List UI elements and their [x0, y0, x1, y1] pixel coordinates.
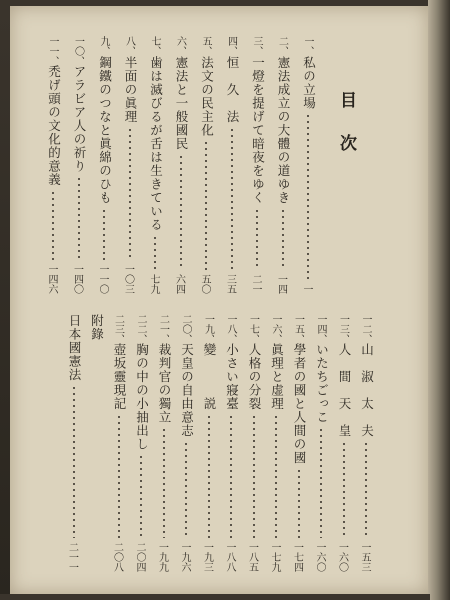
toc-entry: [180, 314, 194, 572]
toc-entry-title: 日本國憲法: [67, 314, 82, 382]
toc-entry: [149, 36, 163, 294]
toc-entry: [226, 36, 240, 294]
toc-page-number: 二一: [250, 274, 261, 294]
toc-leader-dots: [231, 127, 233, 271]
toc-leader-dots: [208, 414, 210, 539]
toc-entry: [113, 314, 127, 572]
toc-entry-number: 二二、: [135, 314, 146, 344]
toc-entry-title: 胸の中の小抽出し: [134, 343, 150, 451]
toc-entry: [124, 36, 138, 294]
toc-leader-dots: [78, 176, 80, 260]
toc-leader-dots: [298, 468, 300, 539]
toc-entry-number: 二、: [276, 36, 288, 56]
toc-entry-number: 二三、: [112, 314, 124, 344]
toc-entry: [47, 36, 61, 294]
toc-entry-title: 小さい寢臺: [224, 343, 240, 411]
toc-entry-number: 八、: [123, 36, 135, 56]
toc-entry-number: 二一、: [157, 314, 169, 344]
toc-entry-title: 人 間 天 皇: [337, 343, 352, 438]
toc-entry-title: 鋼鐵のつなと眞綿のひも: [97, 56, 113, 205]
toc-entry-title: 人格の分裂: [247, 343, 262, 411]
toc-page-number: 一八五: [246, 542, 258, 572]
toc-entry-title: アラビア人の祈り: [72, 65, 87, 173]
toc-leader-dots: [256, 208, 258, 271]
toc-entry-title: 一燈を提げて暗夜をゆく: [250, 56, 266, 205]
toc-page-number: 二一一: [66, 542, 78, 572]
toc-leader-dots: [73, 385, 75, 539]
toc-page-number: 七九: [148, 274, 159, 294]
toc-entry: [270, 314, 284, 572]
toc-entry-title: 附錄: [89, 314, 105, 341]
toc-entry-title: 半面の眞理: [123, 56, 138, 124]
toc-leader-dots: [185, 441, 187, 539]
toc-entry: [360, 314, 374, 572]
toc-entry: [175, 36, 189, 294]
toc-page-number: 五〇: [199, 274, 210, 294]
toc-entry-number: 二〇、: [180, 314, 191, 344]
toc-entry-number: 一二、: [360, 314, 371, 344]
toc-entry-number: 七、: [149, 36, 160, 56]
toc-entry-number: 六、: [174, 36, 186, 56]
toc-entry: [315, 314, 329, 572]
toc-page-number: 一〇三: [122, 264, 134, 294]
toc-leader-dots: [129, 127, 131, 261]
toc-entry: [135, 314, 149, 572]
toc-leader-dots: [180, 154, 182, 271]
toc-entry: [302, 36, 316, 294]
toc-entry-title: 變 説: [202, 343, 217, 411]
toc-entry: [338, 314, 352, 572]
toc-page-number: 一九九: [156, 542, 168, 572]
toc-leader-dots: [154, 235, 156, 271]
toc-entry-number: 一〇、: [72, 36, 84, 66]
toc-leader-dots: [307, 113, 309, 280]
toc-entry-title: 天皇の自由意志: [179, 343, 195, 438]
toc-page-number: 一四〇: [71, 264, 83, 294]
toc-page-number: 一九六: [179, 542, 190, 572]
toc-entry-number: 四、: [225, 36, 237, 56]
toc-entry: [225, 314, 239, 572]
toc-entry: [200, 36, 214, 294]
toc-entry: [90, 314, 104, 572]
toc-entry-number: 一八、: [225, 314, 236, 344]
toc-entry-title: 學者の國と人間の國: [292, 343, 307, 465]
toc-entry-title: 憲法成立の大體の道ゆき: [276, 56, 291, 205]
toc-entry-number: 一九、: [202, 314, 214, 344]
toc-entry-title: 山 淑 太 夫: [359, 343, 375, 438]
toc-entry-title: 眞理と虚理: [269, 343, 285, 411]
toc-leader-dots: [118, 414, 120, 539]
toc-entry-title: 恒 久 法: [225, 56, 240, 124]
toc-entry-number: 一四、: [315, 314, 326, 344]
toc-leader-dots: [320, 427, 322, 538]
toc-page-number: 一五三: [359, 542, 370, 572]
toc-leader-dots: [365, 441, 367, 539]
toc-entry: [293, 314, 307, 572]
toc-entry-title: 壺坂靈現記: [112, 343, 127, 411]
toc-page: [10, 6, 428, 594]
toc-page-number: 一六〇: [314, 542, 325, 572]
toc-page-number: 一八八: [224, 542, 235, 572]
toc-entry: [203, 314, 217, 572]
toc-page-number: 一七九: [269, 542, 280, 572]
toc-entry-number: 一七、: [247, 314, 259, 344]
toc-page-number: 一四: [275, 274, 287, 294]
toc-entry: [158, 314, 172, 572]
toc-page-number: 二〇四: [134, 542, 145, 572]
toc-entry-title: 裁判官の獨立: [157, 343, 172, 424]
toc-leader-dots: [103, 208, 105, 261]
toc-entry: [251, 36, 265, 294]
toc-entry-number: 一五、: [292, 314, 304, 344]
toc-page-number: 一: [301, 284, 312, 294]
toc-entry-title: 法文の民主化: [199, 56, 215, 137]
toc-leader-dots: [282, 208, 284, 271]
toc-entry: [73, 36, 87, 294]
toc-entry-number: 一六、: [270, 314, 281, 344]
toc-entry-number: 一三、: [337, 314, 349, 344]
toc-page-number: 一四六: [46, 264, 57, 294]
toc-leader-dots: [205, 140, 207, 270]
toc-leader-dots: [163, 427, 165, 538]
book-bottom-edge: [0, 594, 430, 600]
toc-leader-dots: [140, 454, 142, 538]
toc-page-number: 一六〇: [336, 542, 348, 572]
toc-entry-number: 五、: [200, 36, 211, 56]
toc-page-number: 一一〇: [97, 264, 108, 294]
toc-page-number: 二〇八: [111, 542, 123, 572]
toc-leader-dots: [343, 441, 345, 539]
toc-leader-dots: [275, 414, 277, 539]
toc-entry-number: 三、: [251, 36, 262, 56]
page-title: 目次: [336, 91, 356, 177]
toc-leader-dots: [253, 414, 255, 539]
toc-entry-title: いたちごっこ: [314, 343, 330, 424]
toc-entry-title: 禿げ頭の文化的意義: [46, 65, 62, 187]
toc-entry: [68, 314, 82, 572]
toc-entry-number: 一一、: [47, 36, 58, 66]
toc-entry-title: 歯は滅びるが舌は生きている: [148, 56, 164, 232]
toc-entry-number: 一、: [302, 36, 313, 56]
toc-page-number: 六四: [173, 274, 185, 294]
toc-leader-dots: [230, 414, 232, 539]
toc-entry-title: 憲法と一般國民: [174, 56, 189, 151]
toc-entry: [98, 36, 112, 294]
toc-entry-title: 私の立場: [301, 56, 317, 110]
toc-entry: [248, 314, 262, 572]
toc-page-number: 三五: [224, 274, 236, 294]
toc-entry-number: 九、: [98, 36, 109, 56]
toc-entry: [277, 36, 291, 294]
book-page-edge: [428, 0, 450, 600]
toc-page-number: 一七四: [291, 542, 303, 572]
toc-page-number: 一九三: [201, 542, 213, 572]
toc-leader-dots: [52, 190, 54, 261]
